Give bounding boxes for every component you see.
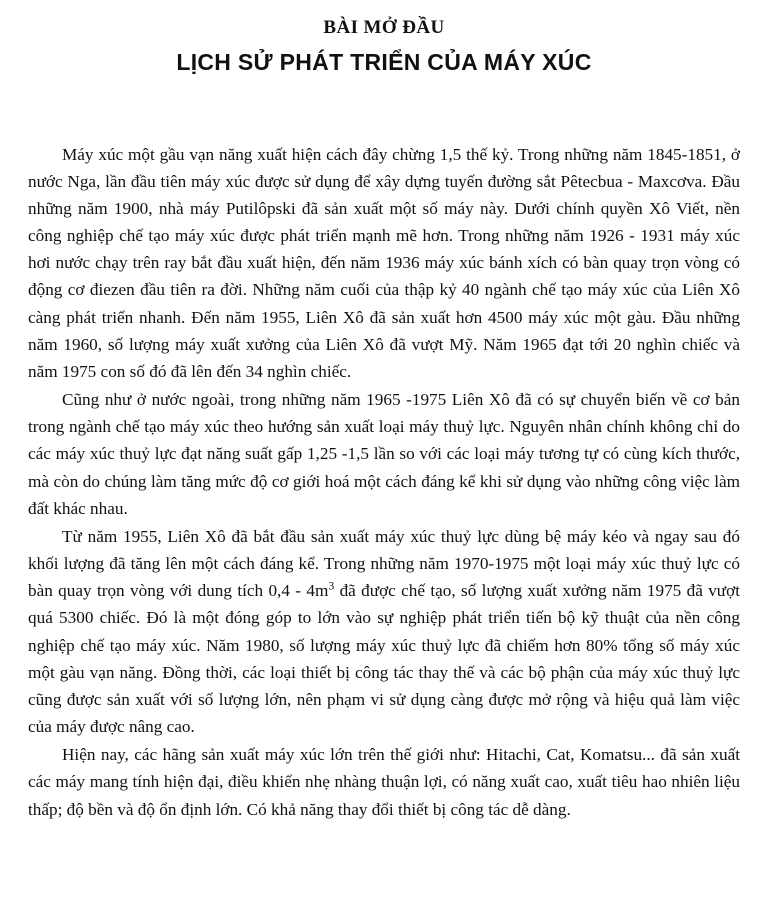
paragraph-3-part-1: Từ năm 1955, Liên Xô đã bắt đầu sản xuất máy xúc thuỷ lực dùng bệ máy kéo và ngay sau đó khối lượng đã tăng lên một cách đáng kể. Trong những năm 1970-1975 một loại máy xúc thuỷ lực có bàn quay trọn vòng với dung tích 0,4 - 4m bbox=[28, 526, 740, 601]
cubic-meter-exponent: 3 bbox=[328, 579, 335, 593]
heading-preamble: BÀI MỞ ĐẦU bbox=[323, 17, 445, 38]
paragraph-3 bbox=[28, 523, 740, 740]
paragraph-2: Cũng như ở nước ngoài, trong những năm 1965 -1975 Liên Xô đã có sự chuyển biến về cơ bản trong ngành chế tạo máy xúc theo hướng sản xuất loại máy thuỷ lực. Nguyên nhân chính không chỉ do các máy xúc thuỷ lực đạt năng suất gấp 1,25 -1,5 lần so với các loại máy tương tự có cùng kích thước, mà còn do chúng làm tăng mức độ cơ giới hoá một cách đáng kể khi sử dụng vào những công việc làm đất khác nhau. bbox=[28, 390, 740, 518]
document-heading bbox=[28, 16, 740, 77]
paragraph-3-part-2: đã được chế tạo, số lượng xuất xưởng năm 1975 đã vượt quá 5300 chiếc. Đó là một đóng góp to lớn vào sự nghiệp phát triển tiến bộ kỹ thuật của nền công nghiệp chế tạo máy xúc. Năm 1980, số lượng máy xúc thuỷ lực đã chiếm hơn 80% tổng số máy xúc một gàu vạn năng. Đồng thời, các loại thiết bị công tác thay thế và các bộ phận của máy xúc thuỷ lực cũng được sản xuất với số lượng lớn, nên phạm vi sử dụng càng được mở rộng và hiệu quả làm việc của máy được nâng cao. bbox=[28, 581, 740, 737]
paragraph-4: Hiện nay, các hãng sản xuất máy xúc lớn trên thế giới như: Hitachi, Cat, Komatsu... đã sản xuất các máy mang tính hiện đại, điều khiển nhẹ nhàng thuận lợi, có năng xuất cao, xuất tiêu hao nhiên liệu thấp; độ bền và độ ổn định lớn. Có khả năng thay đổi thiết bị công tác dễ dàng. bbox=[28, 745, 740, 819]
paragraph-1: Máy xúc một gầu vạn năng xuất hiện cách đây chừng 1,5 thế kỷ. Trong những năm 1845-1851, ở nước Nga, lần đầu tiên máy xúc được sử dụng để xây dựng tuyến đường sắt Pêtecbua - Maxcơva. Đầu những năm 1900, nhà máy Putilôpski đã sản xuất một số máy này. Dưới chính quyền Xô Viết, nền công nghiệp chế tạo máy xúc được phát triển mạnh mẽ hơn. Trong những năm 1926 - 1931 máy xúc hơi nước chạy trên ray bắt đầu xuất hiện, đến năm 1936 máy xúc bánh xích có bàn quay trọn vòng có động cơ điezen đầu tiên ra đời. Những năm cuối của thập kỷ 40 ngành chế tạo máy xúc của Liên Xô càng phát triển nhanh. Đến năm 1955, Liên Xô đã sản xuất hơn 4500 máy xúc một gàu. Đầu những năm 1960, số lượng máy xuất xưởng của Liên Xô đã vượt Mỹ. Năm 1965 đạt tới 20 nghìn chiếc và năm 1975 con số đó đã lên đến 34 nghìn chiếc. bbox=[28, 144, 740, 381]
page-title: LỊCH SỬ PHÁT TRIỂN CỦA MÁY XÚC bbox=[176, 48, 592, 75]
document-body bbox=[28, 141, 740, 823]
